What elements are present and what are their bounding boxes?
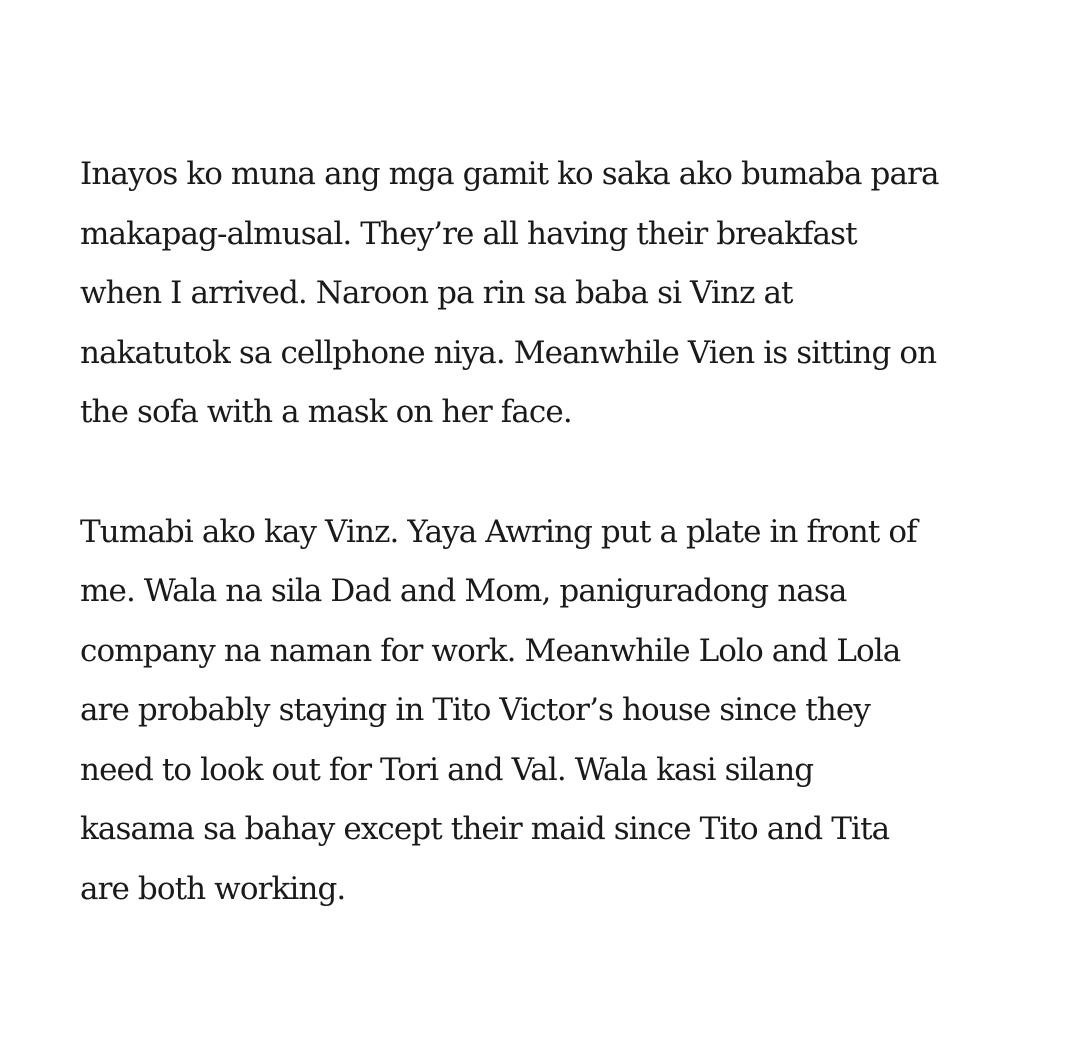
text-line: Tumabi ako kay Vinz. Yaya Awring put a plate in front of <box>80 513 917 550</box>
text-line: me. Wala na sila Dad and Mom, paniguradong nasa <box>80 573 847 609</box>
text-line: nakatutok sa cellphone niya. Meanwhile Vien is sitting on <box>80 334 937 371</box>
text-line: need to look out for Tori and Val. Wala kasi silang <box>80 751 814 788</box>
paragraph-2 <box>80 503 1015 920</box>
text-line: when I arrived. Naroon pa rin sa baba si Vinz at <box>80 275 793 311</box>
text-line: the sofa with a mask on her face. <box>80 394 572 430</box>
text-line: are probably staying in Tito Victor’s house since they <box>80 692 870 728</box>
text-line: Inayos ko muna ang mga gamit ko saka ako bumaba para <box>80 156 939 192</box>
paragraph-1 <box>80 145 1015 443</box>
story-text <box>80 145 1015 919</box>
text-line: company na naman for work. Meanwhile Lolo and Lola <box>80 632 901 669</box>
text-line: are both working. <box>80 870 346 907</box>
text-line: kasama sa bahay except their maid since Tito and Tita <box>80 811 890 847</box>
text-line: makapag-almusal. They’re all having their breakfast <box>80 215 857 252</box>
